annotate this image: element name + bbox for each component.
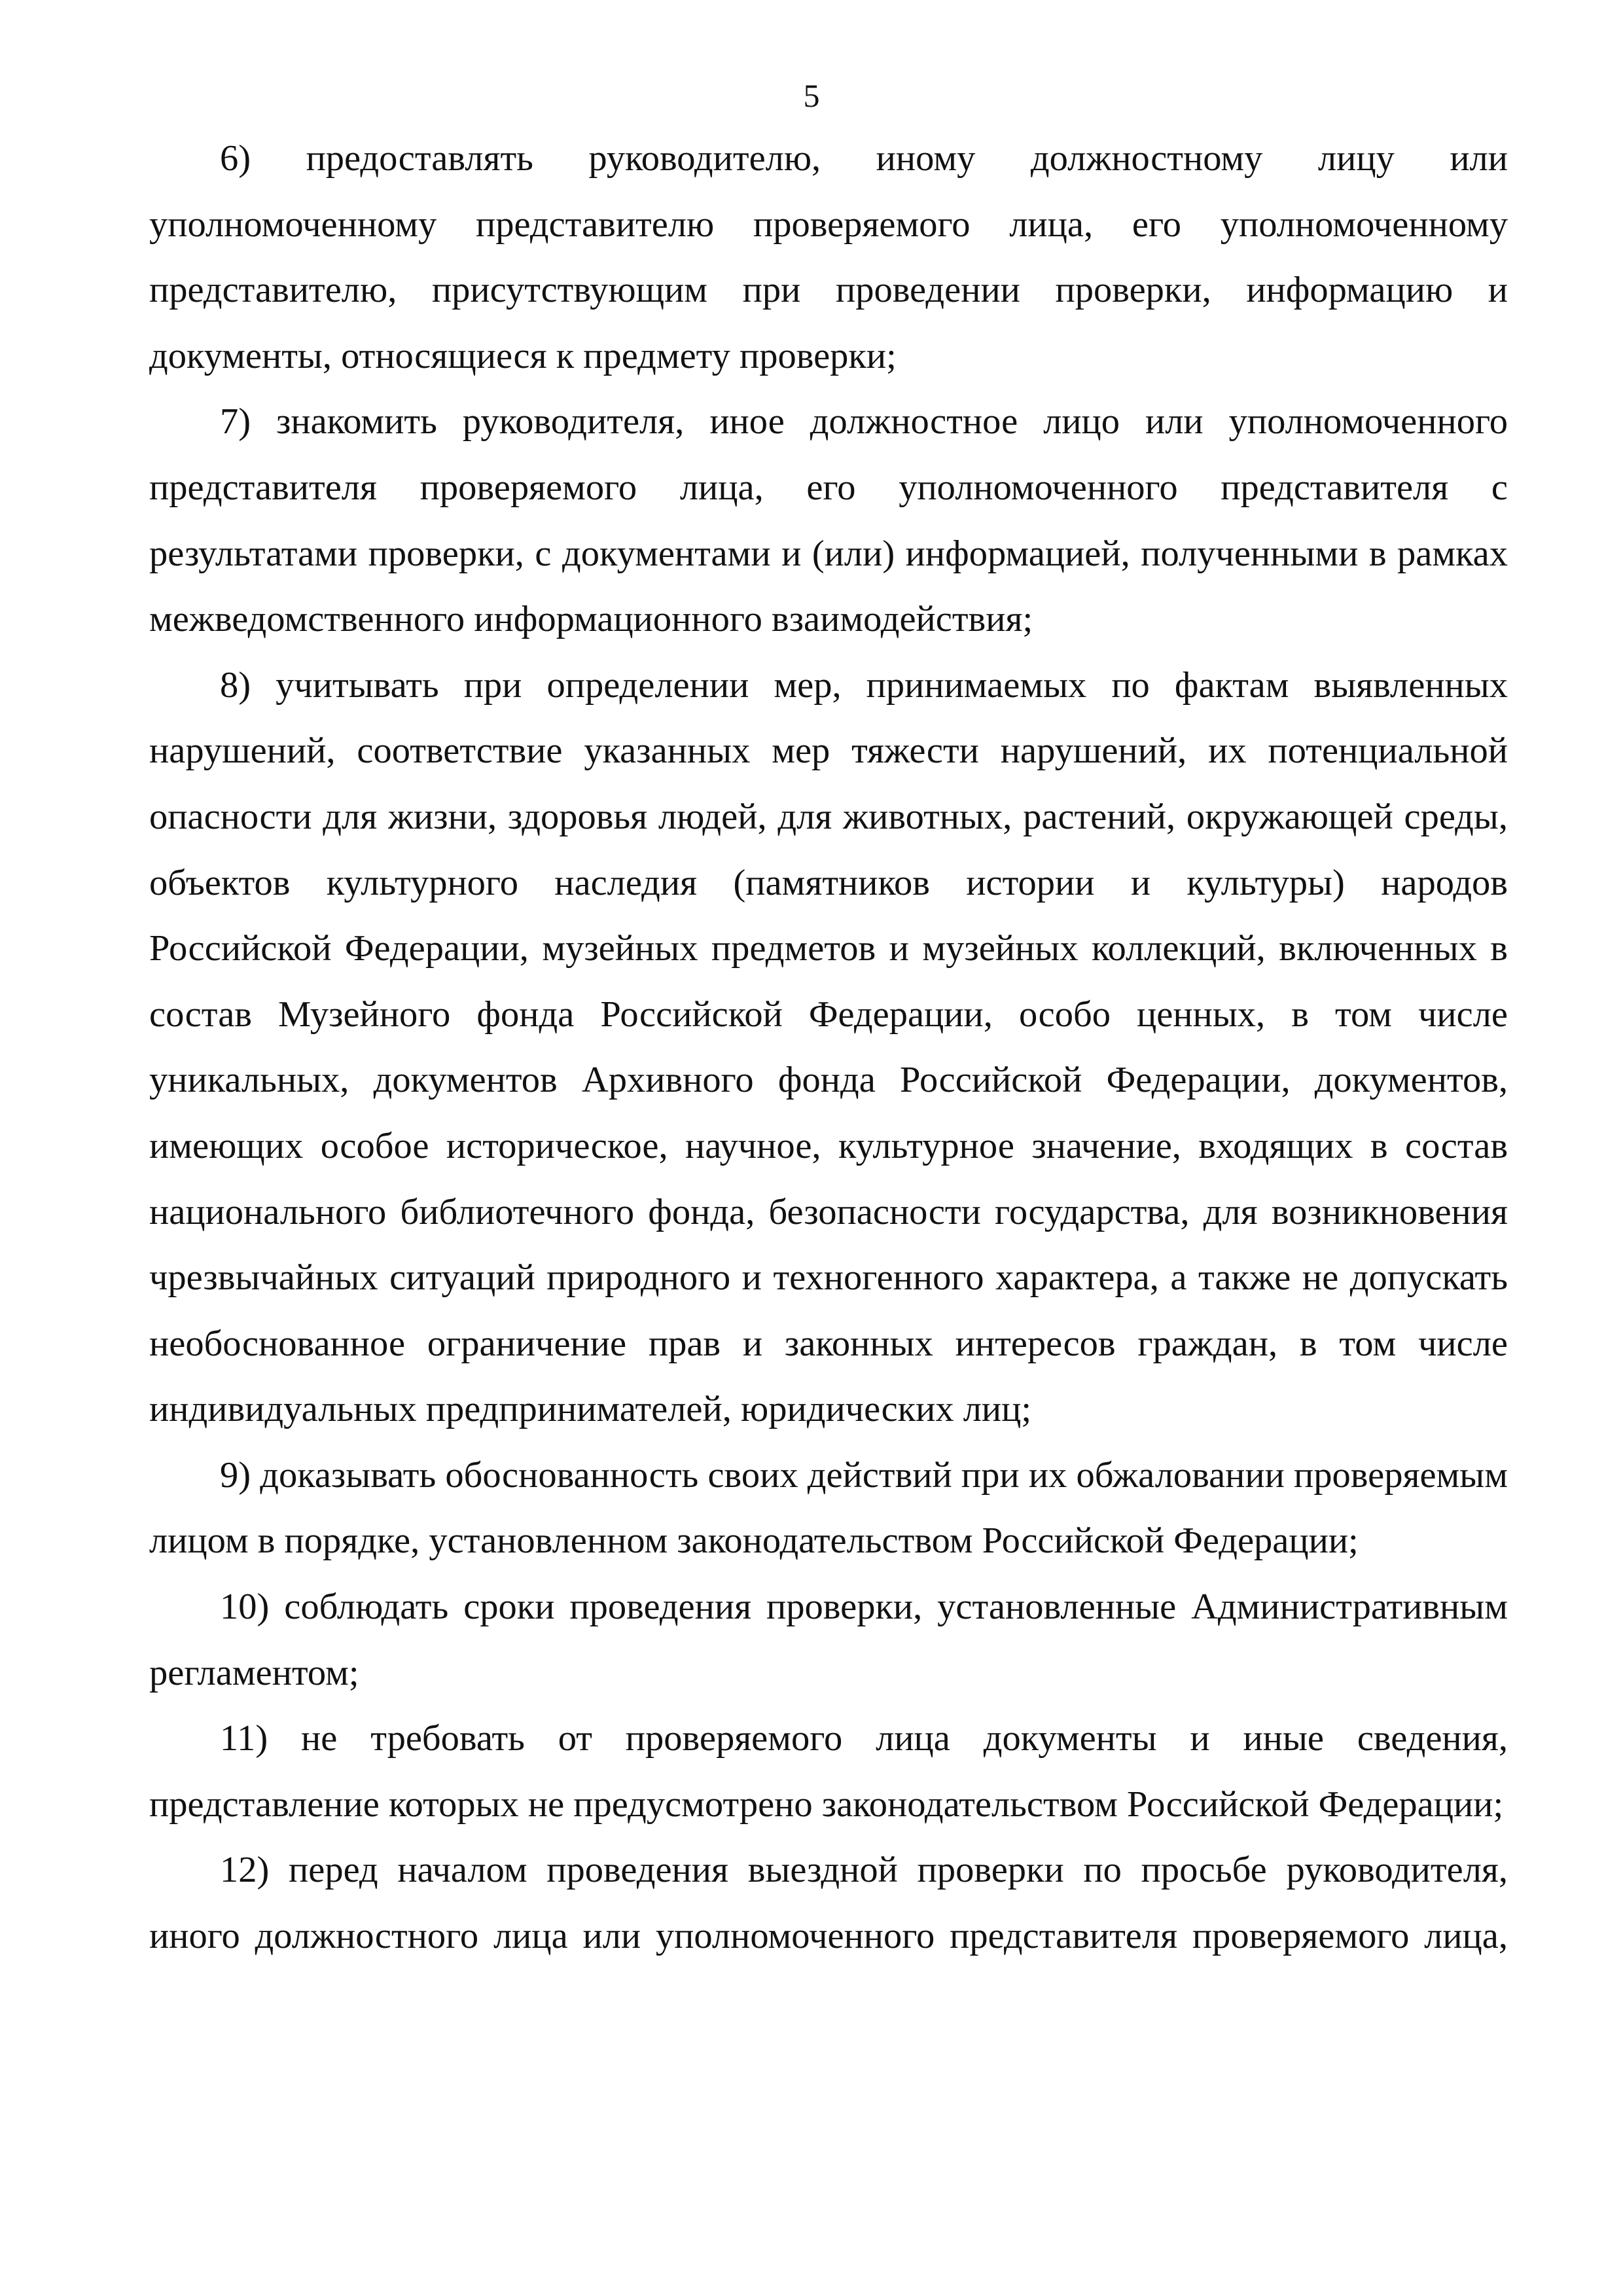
page-number: 5 — [803, 77, 820, 114]
paragraph-item-7: 7) знакомить руководителя, иное должностное лицо или уполномоченного представителя проверяемого лица, его уполномоченного представителя с результатами проверки, с документами и (или) информацией, полученными в рамках межведомственного информационного взаимодействия; — [149, 401, 1508, 640]
paragraph-item-6: 6) предоставлять руководителю, иному должностному лицу или уполномоченному представителю проверяемого лица, его уполномоченному представителю, присутствующим при проведении проверки, информацию и документы, относящиеся к предмету проверки; — [149, 138, 1508, 376]
paragraph-item-8: 8) учитывать при определении мер, принимаемых по фактам выявленных нарушений, соответствие указанных мер тяжести нарушений, их потенциальной опасности для жизни, здоровья людей, для животных, растений, окружающей среды, объектов культурного наследия (памятников истории и культуры) народов Российской Федерации, музейных предметов и музейных коллекций, включенных в состав Музейного фонда Российской Федерации, особо ценных, в том числе уникальных, документов Архивного фонда Российской Федерации, документов, имеющих особое историческое, научное, культурное значение, входящих в состав национального библиотечного фонда, безопасности государства, для возникновения чрезвычайных ситуаций природного и техногенного характера, а также не допускать необоснованное ограничение прав и законных интересов граждан, в том числе индивидуальных предпринимателей, юридических лиц; — [149, 664, 1508, 1430]
document-body — [149, 126, 1508, 1969]
paragraph-item-9: 9) доказывать обоснованность своих действий при их обжаловании проверяемым лицом в порядке, установленном законодательством Российской Федерации; — [149, 1454, 1508, 1562]
paragraph-item-10: 10) соблюдать сроки проведения проверки, установленные Административным регламентом; — [149, 1587, 1508, 1693]
paragraph-item-12: 12) перед началом проведения выездной проверки по просьбе руководителя, иного должностного лица или уполномоченного представителя проверяемого лица, — [149, 1850, 1508, 1957]
paragraph-item-11: 11) не требовать от проверяемого лица документы и иные сведения, представление которых не предусмотрено законодательством Российской Федерации; — [149, 1718, 1508, 1825]
